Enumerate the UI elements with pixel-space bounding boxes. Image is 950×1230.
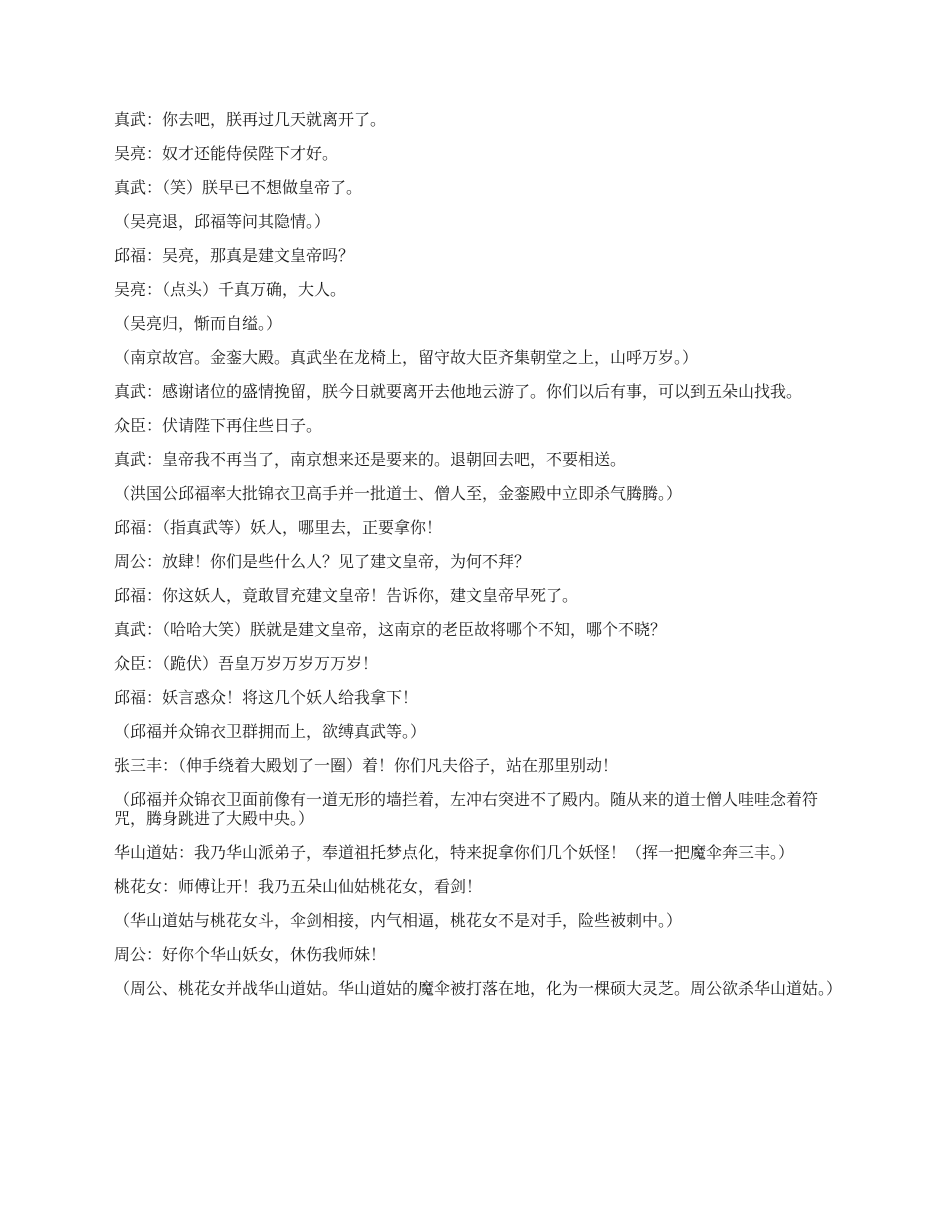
stage-direction: （华山道姑与桃花女斗，伞剑相接，内气相逼，桃花女不是对手，险些被刺中。）	[114, 911, 683, 930]
stage-direction: （周公、桃花女并战华山道姑。华山道姑的魔伞被打落在地，化为一棵硕大灵芝。周公欲杀华山道姑。）	[114, 979, 843, 998]
stage-direction: （南京故宫。金銮大殿。真武坐在龙椅上，留守故大臣齐集朝堂之上，山呼万岁。）	[114, 348, 699, 367]
paragraph: 吴亮：（点头）千真万确，大人。	[114, 280, 347, 299]
paragraph: 邱福：（指真武等）妖人，哪里去，正要拿你！	[114, 518, 443, 537]
paragraph: 众臣：伏请陛下再住些日子。	[114, 416, 323, 435]
paragraph: 邱福：妖言惑众！将这几个妖人给我拿下！	[114, 688, 419, 707]
paragraph: 张三丰：（伸手绕着大殿划了一圈）着！你们凡夫俗子，站在那里别动！	[114, 756, 619, 775]
stage-direction: （洪国公邱福率大批锦衣卫高手并一批道士、僧人至，金銮殿中立即杀气腾腾。）	[114, 484, 683, 503]
stage-direction: （吴亮归，惭而自缢。）	[114, 314, 283, 333]
stage-direction: （邱福并众锦衣卫面前像有一道无形的墙拦着，左冲右突进不了殿内。随从来的道士僧人哇哇念着符咒，腾身跳进了大殿中央。）	[114, 790, 819, 828]
paragraph: 真武：（哈哈大笑）朕就是建文皇帝，这南京的老臣故将哪个不知，哪个不晓？	[114, 620, 667, 639]
paragraph: 众臣：（跪伏）吾皇万岁万岁万万岁！	[114, 654, 379, 673]
paragraph: 邱福：吴亮，那真是建文皇帝吗？	[114, 246, 355, 265]
paragraph: 吴亮：奴才还能侍侯陛下才好。	[114, 144, 339, 163]
paragraph: 真武：皇帝我不再当了，南京想来还是要来的。退朝回去吧，不要相送。	[114, 450, 627, 469]
paragraph: 周公：放肆！你们是些什么人？见了建文皇帝，为何不拜？	[114, 552, 531, 571]
paragraph: 真武：你去吧，朕再过几天就离开了。	[114, 110, 387, 129]
paragraph: 真武：（笑）朕早已不想做皇帝了。	[114, 178, 363, 197]
document-page	[114, 110, 843, 1013]
paragraph: 桃花女：师傅让开！我乃五朵山仙姑桃花女，看剑！	[114, 877, 483, 896]
paragraph: 周公：好你个华山妖女，休伤我师妹！	[114, 945, 387, 964]
paragraph: 真武：感谢诸位的盛情挽留，朕今日就要离开去他地云游了。你们以后有事，可以到五朵山找我。	[114, 382, 803, 401]
paragraph: 邱福：你这妖人，竟敢冒充建文皇帝！告诉你，建文皇帝早死了。	[114, 586, 579, 605]
stage-direction: （邱福并众锦衣卫群拥而上，欲缚真武等。）	[114, 722, 427, 741]
stage-direction: （吴亮退，邱福等问其隐情。）	[114, 212, 331, 231]
paragraph: 华山道姑：我乃华山派弟子，奉道祖托梦点化，特来捉拿你们几个妖怪！（挥一把魔伞奔三丰。）	[114, 843, 795, 862]
